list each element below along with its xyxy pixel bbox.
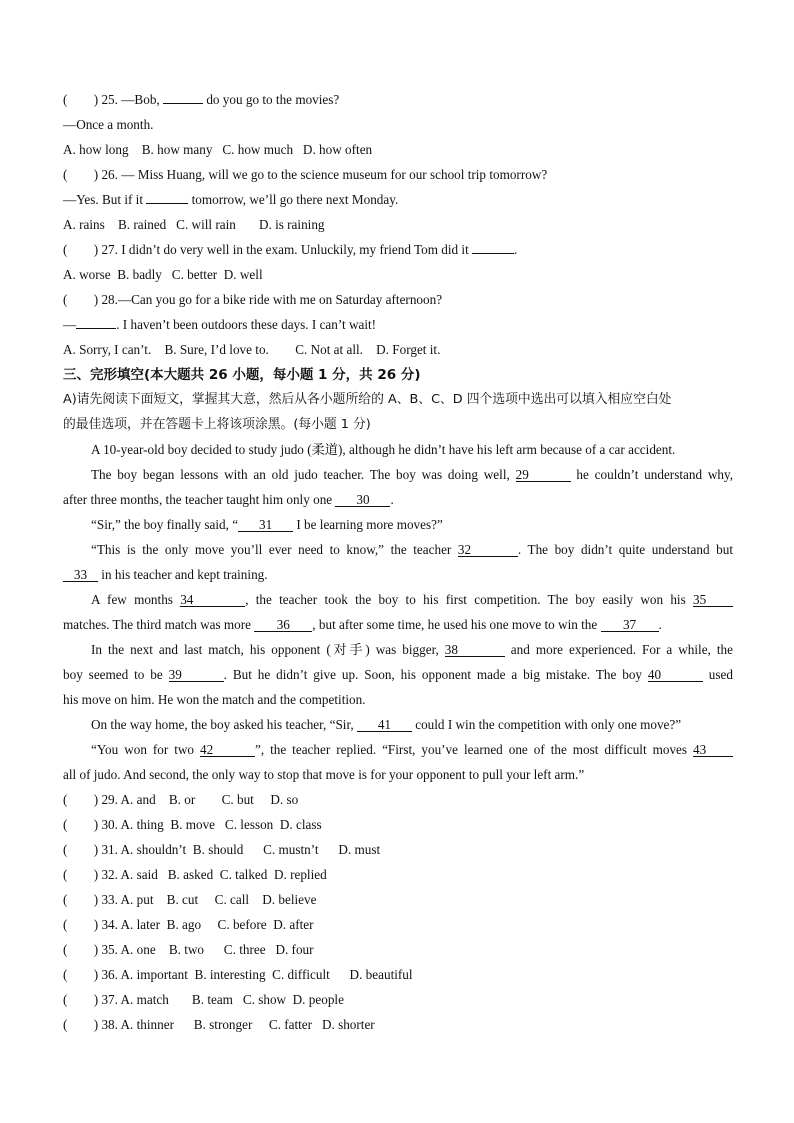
text-segment: ( ) 30. A. thing B. move C. lesson D. class bbox=[63, 817, 322, 832]
text-segment: his move on him. He won the match and the competition. bbox=[63, 692, 366, 707]
text-segment: ”, the teacher replied. “First, you’ve learned one of the most difficult moves bbox=[254, 742, 693, 757]
text-segment: . bbox=[514, 242, 518, 257]
text-segment: . bbox=[658, 617, 662, 632]
text-segment: “This is the only move you’ll ever need to know,” the teacher bbox=[91, 542, 458, 557]
text-segment: ( ) 32. A. said B. asked C. talked D. replied bbox=[63, 867, 327, 882]
text-line bbox=[91, 642, 733, 658]
text-line bbox=[63, 217, 733, 233]
text-segment: ( ) 25. —Bob, bbox=[63, 92, 164, 107]
answer-blank bbox=[472, 253, 514, 254]
text-segment: — bbox=[63, 317, 77, 332]
text-segment: “You won for two bbox=[91, 742, 200, 757]
text-line bbox=[91, 517, 733, 533]
answer-blank: 33 bbox=[63, 568, 98, 582]
text-segment: A. rains B. rained C. will rain D. is raining bbox=[63, 217, 325, 232]
text-segment: . The boy didn’t quite understand but bbox=[517, 542, 733, 557]
answer-blank bbox=[76, 328, 116, 329]
text-segment: ( ) 34. A. later B. ago C. before D. after bbox=[63, 917, 314, 932]
text-segment: ( ) 31. A. shouldn’t B. should C. mustn’t D. must bbox=[63, 842, 381, 857]
answer-blank bbox=[146, 203, 188, 204]
text-segment: all of judo. And second, the only way to stop that move is for your opponent to pull your left arm.” bbox=[63, 767, 585, 782]
text-segment: A. worse B. badly C. better D. well bbox=[63, 267, 263, 282]
text-segment: tomorrow, we’ll go there next Monday. bbox=[188, 192, 399, 207]
answer-blank: 42 bbox=[200, 743, 255, 757]
text-line bbox=[63, 417, 733, 433]
text-segment: ( ) 35. A. one B. two C. three D. four bbox=[63, 942, 314, 957]
text-line bbox=[63, 767, 733, 783]
text-segment: , but after some time, he used his one move to win the bbox=[312, 617, 601, 632]
text-segment: in his teacher and kept training. bbox=[98, 567, 268, 582]
text-segment: In the next and last match, his opponent (对手) was bigger, bbox=[91, 642, 445, 657]
answer-blank: 35 bbox=[693, 593, 733, 607]
text-line bbox=[63, 142, 733, 158]
text-segment: ( ) 33. A. put B. cut C. call D. believe bbox=[63, 892, 317, 907]
text-line bbox=[63, 892, 733, 908]
text-line bbox=[63, 667, 733, 683]
answer-blank: 40 bbox=[648, 668, 703, 682]
text-line bbox=[63, 867, 733, 883]
text-segment: The boy began lessons with an old judo teacher. The boy was doing well, bbox=[91, 467, 516, 482]
text-segment: A 10-year-old boy decided to study judo (柔道), although he didn’t have his left arm because of a car accident. bbox=[91, 442, 676, 457]
text-segment: A. Sorry, I can’t. B. Sure, I’d love to. C. Not at all. D. Forget it. bbox=[63, 342, 441, 357]
text-line bbox=[91, 467, 733, 483]
text-segment: . bbox=[390, 492, 394, 507]
text-line bbox=[63, 367, 733, 383]
answer-blank: 34 bbox=[180, 593, 245, 607]
text-segment: I be learning more moves?” bbox=[293, 517, 443, 532]
text-line bbox=[63, 267, 733, 283]
answer-blank: 43 bbox=[693, 743, 733, 757]
text-segment: ( ) 36. A. important B. interesting C. difficult D. beautiful bbox=[63, 967, 413, 982]
text-line bbox=[63, 842, 733, 858]
text-line bbox=[91, 742, 733, 758]
text-segment: used bbox=[702, 667, 733, 682]
text-line bbox=[91, 592, 733, 608]
text-line bbox=[63, 817, 733, 833]
text-segment: —Once a month. bbox=[63, 117, 154, 132]
text-segment: and more experienced. For a while, the bbox=[504, 642, 733, 657]
answer-blank: 32 bbox=[458, 543, 518, 557]
text-line bbox=[63, 92, 733, 108]
text-line bbox=[63, 117, 733, 133]
answer-blank: 30 bbox=[335, 493, 390, 507]
text-line bbox=[91, 542, 733, 558]
text-segment: ( ) 38. A. thinner B. stronger C. fatter D. shorter bbox=[63, 1017, 375, 1032]
text-line bbox=[63, 317, 733, 333]
text-line bbox=[91, 442, 733, 458]
text-line bbox=[63, 942, 733, 958]
answer-blank bbox=[163, 103, 203, 104]
text-line bbox=[91, 717, 733, 733]
answer-blank: 29 bbox=[516, 468, 571, 482]
text-line bbox=[63, 967, 733, 983]
text-segment: matches. The third match was more bbox=[63, 617, 255, 632]
text-segment: ( ) 26. — Miss Huang, will we go to the science museum for our school trip tomorrow? bbox=[63, 167, 548, 182]
text-segment: On the way home, the boy asked his teacher, “Sir, bbox=[91, 717, 357, 732]
text-line bbox=[63, 292, 733, 308]
text-segment: A)请先阅读下面短文，掌握其大意，然后从各小题所给的 A、B、C、D 四个选项中选出可以填入相应空白处 bbox=[63, 392, 672, 407]
answer-blank: 41 bbox=[357, 718, 412, 732]
text-segment: boy seemed to be bbox=[63, 667, 169, 682]
text-segment: could I win the competition with only one move?” bbox=[411, 717, 682, 732]
text-segment: 的最佳选项，并在答题卡上将该项涂黑。(每小题 1 分) bbox=[63, 417, 371, 432]
text-line bbox=[63, 192, 733, 208]
text-line bbox=[63, 692, 733, 708]
text-line bbox=[63, 492, 733, 508]
text-line bbox=[63, 992, 733, 1008]
text-segment: A. how long B. how many C. how much D. how often bbox=[63, 142, 373, 157]
text-segment: ( ) 27. I didn’t do very well in the exam. Unluckily, my friend Tom did it bbox=[63, 242, 473, 257]
answer-blank: 39 bbox=[169, 668, 224, 682]
text-segment: he couldn’t understand why, bbox=[570, 467, 733, 482]
text-segment: A few months bbox=[91, 592, 181, 607]
text-segment: “Sir,” the boy finally said, “ bbox=[91, 517, 239, 532]
text-line bbox=[63, 167, 733, 183]
text-segment: do you go to the movies? bbox=[203, 92, 340, 107]
text-line bbox=[63, 567, 733, 583]
text-line bbox=[63, 617, 733, 633]
text-segment: . But he didn’t give up. Soon, his opponent made a big mistake. The boy bbox=[223, 667, 648, 682]
text-segment: ( ) 28.—Can you go for a bike ride with me on Saturday afternoon? bbox=[63, 292, 443, 307]
answer-blank: 38 bbox=[445, 643, 505, 657]
text-line bbox=[63, 917, 733, 933]
text-line bbox=[63, 792, 733, 808]
text-segment: —Yes. But if it bbox=[63, 192, 147, 207]
text-segment: . I haven’t been outdoors these days. I can’t wait! bbox=[116, 317, 377, 332]
text-segment: ( ) 37. A. match B. team C. show D. people bbox=[63, 992, 344, 1007]
text-line bbox=[63, 1017, 733, 1033]
text-segment: ( ) 29. A. and B. or C. but D. so bbox=[63, 792, 299, 807]
answer-blank: 37 bbox=[601, 618, 659, 632]
answer-blank: 36 bbox=[254, 618, 312, 632]
text-line bbox=[63, 392, 733, 408]
text-line bbox=[63, 242, 733, 258]
text-line bbox=[63, 342, 733, 358]
text-segment: , the teacher took the boy to his first competition. The boy easily won his bbox=[245, 592, 693, 607]
answer-blank: 31 bbox=[238, 518, 293, 532]
text-segment: after three months, the teacher taught him only one bbox=[63, 492, 336, 507]
text-segment: 三、完形填空(本大题共 26 小题，每小题 1 分，共 26 分) bbox=[63, 367, 421, 383]
